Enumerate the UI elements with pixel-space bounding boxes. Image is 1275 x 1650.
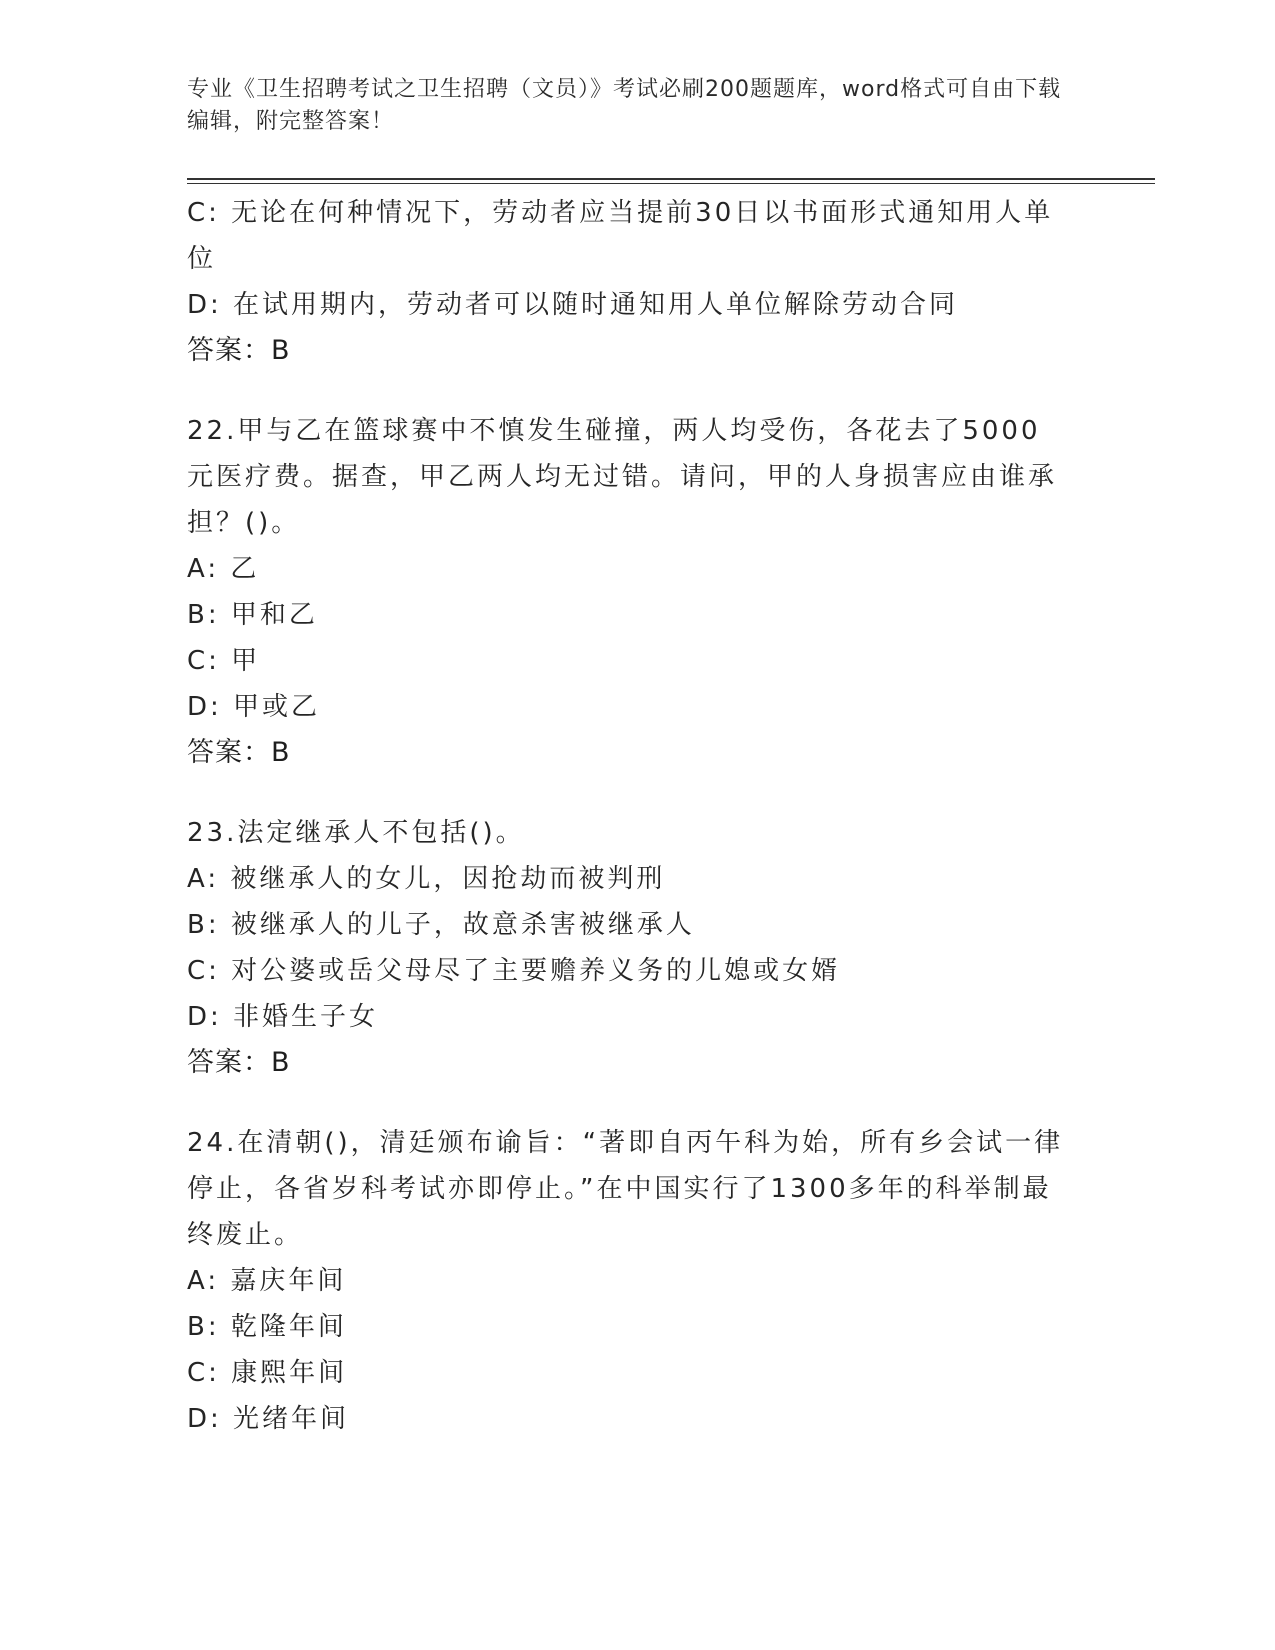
option-b: B: 乾隆年间 (187, 1312, 347, 1342)
option-b: B: 甲和乙 (187, 600, 318, 630)
option-c: C: 无论在何种情况下，劳动者应当提前30日以书面形式通知用人单位 (187, 198, 1054, 274)
answer: 答案：B (187, 1047, 291, 1078)
option-c: C: 甲 (187, 646, 261, 676)
option-a: A: 乙 (187, 554, 260, 584)
option-a: A: 嘉庆年间 (187, 1266, 347, 1296)
option-d: D: 光绪年间 (187, 1404, 350, 1434)
answer: 答案：B (187, 335, 291, 366)
question-23-stem: 23.法定继承人不包括()。 (187, 818, 525, 848)
question-22-stem: 22.甲与乙在篮球赛中不慎发生碰撞，两人均受伤，各花去了5000元医疗费。据查，甲乙两人均无过错。请问，甲的人身损害应由谁承担？()。 (187, 416, 1058, 538)
answer: 答案：B (187, 737, 291, 768)
option-d: D: 非婚生子女 (187, 1002, 379, 1032)
option-d: D: 甲或乙 (187, 692, 321, 722)
option-b: B: 被继承人的儿子，故意杀害被继承人 (187, 910, 695, 940)
question-24-stem: 24.在清朝()，清廷颁布谕旨：“著即自丙午科为始，所有乡会试一律停止，各省岁科考试亦即停止。”在中国实行了1300多年的科举制最终废止。 (187, 1128, 1064, 1250)
option-d: D: 在试用期内，劳动者可以随时通知用人单位解除劳动合同 (187, 290, 959, 320)
option-c: C: 对公婆或岳父母尽了主要赡养义务的儿媳或女婿 (187, 956, 841, 986)
header-rule-thin (187, 183, 1155, 184)
document-body (187, 190, 1067, 1442)
option-c: C: 康熙年间 (187, 1358, 348, 1388)
document-header: 专业《卫生招聘考试之卫生招聘（文员）》考试必刷200题题库，word格式可自由下载编辑，附完整答案！ (187, 77, 1062, 134)
header-rule-thick (187, 178, 1155, 180)
option-a: A: 被继承人的女儿，因抢劫而被判刑 (187, 864, 666, 894)
